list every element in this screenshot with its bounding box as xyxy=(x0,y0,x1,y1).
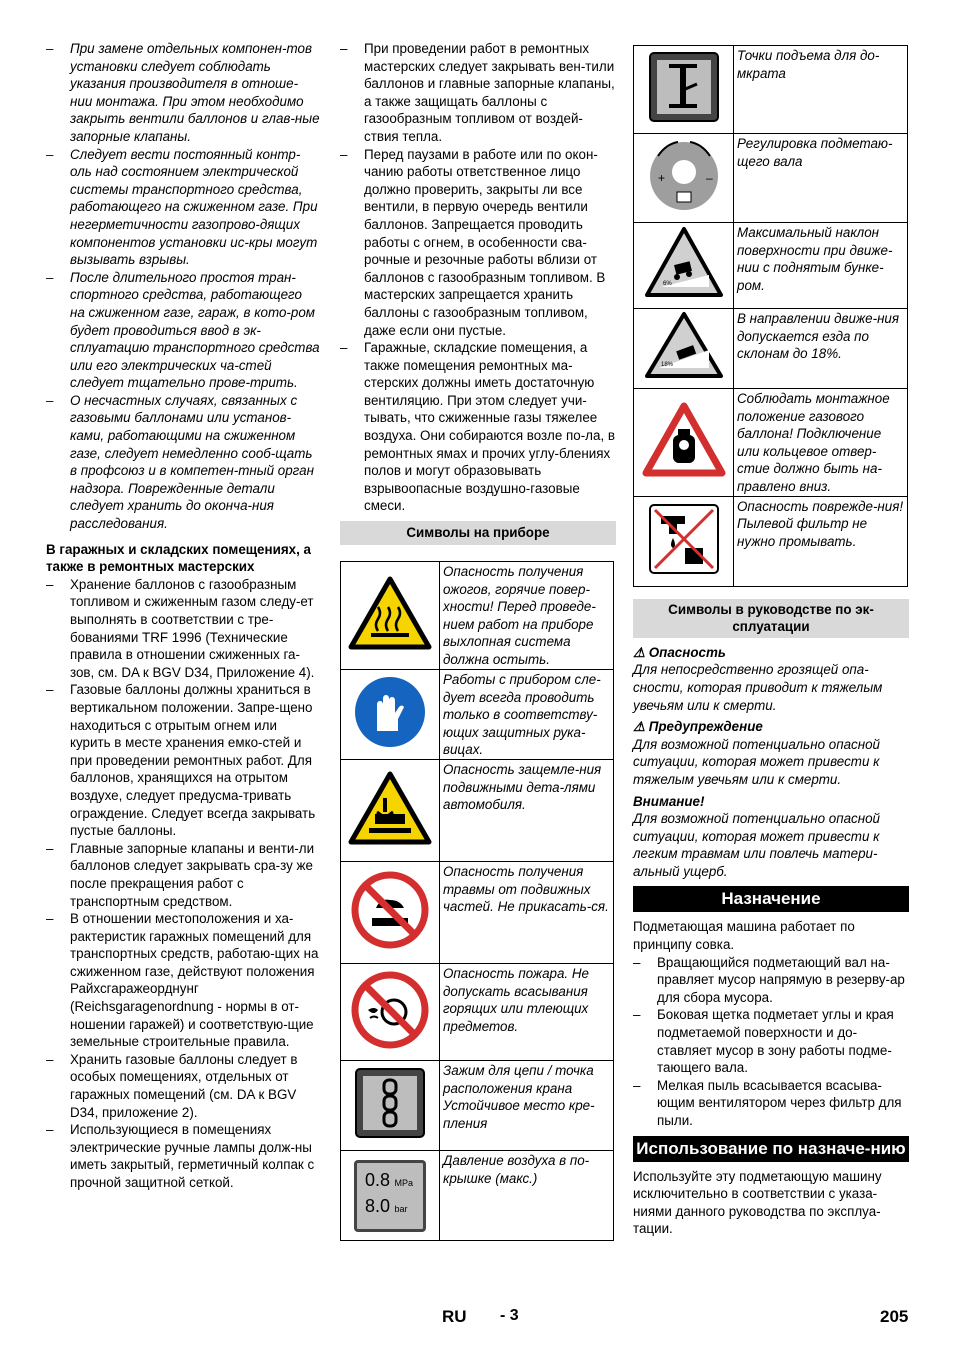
column-middle xyxy=(340,40,616,1241)
svg-text:–: – xyxy=(705,170,713,185)
device-symbols-table xyxy=(340,561,614,1241)
device-symbols-table-2 xyxy=(633,45,908,587)
symbol-row xyxy=(341,964,614,1061)
chain-clamp-icon xyxy=(353,1066,427,1140)
hot-surface-warning-icon xyxy=(347,573,433,653)
danger-text: Для непосредственно грозящей опа-сности, которая приводит к тяжелым увечьям или к смерти. xyxy=(633,662,883,713)
warning-icon: ⚠ xyxy=(633,719,646,735)
footer-page-number: 205 xyxy=(880,1307,909,1326)
symbol-row xyxy=(634,496,908,586)
manual-symbols-heading: Символы в руководстве по эк-сплуатации xyxy=(633,599,909,638)
list-item: – Хранение баллонов с газообразным топливом и сжиженным газом следу-ет выполнять в соответствии с тре-бованиями TRF 1996 (Технические правила в отношении сжиженных га-зов, см. DA к BGV D34, Приложение 4). xyxy=(46,576,320,682)
pressure-unit-mpa: MPa xyxy=(394,1177,413,1188)
symbol-description: Зажим для цепи / точка расположения крана Устойчивое место кре-пления xyxy=(440,1061,614,1151)
warning-label: Предупреждение xyxy=(648,719,763,735)
caution-block xyxy=(633,793,909,881)
slope-label-b: 18% xyxy=(660,362,673,368)
slope-18-percent-icon xyxy=(643,310,725,382)
symbol-description: Опасность защемле-ния подвижными дета-лями автомобиля. xyxy=(440,760,614,862)
list-item: – Перед паузами в работе или по окон-чанию работы ответственное лицо должно проверить, закрыты ли все вентили, в первую очередь вентили баллонов. Запрещается проводить работы с огнем, в особенности сва-рочные и резочные работы вблизи от баллонов с газообразным топливом. В мастерских запрещается хранить баллоны с газообразным топливом, даже если они пустые. xyxy=(340,146,616,340)
symbol-row xyxy=(341,760,614,862)
symbol-description-line1: Опасность поврежде-ния! Пылевой фильтр не нужно промывать. xyxy=(737,498,904,549)
list-item: – Следует вести постоянный контр-оль над состоянием электрической системы транспортного средства, работающего на сжиженном газе. При негерметичности газопрово-дящих компонентов установки ис-кры могут вызывать взрывы. xyxy=(46,146,320,269)
no-wash-filter-icon xyxy=(647,502,721,576)
symbol-row xyxy=(341,562,614,670)
pressure-value-bar: 8.0 xyxy=(365,1195,391,1216)
symbol-row xyxy=(634,223,908,309)
tire-pressure-icon xyxy=(354,1160,426,1232)
danger-warning-icon: ⚠ xyxy=(633,644,646,660)
symbol-row xyxy=(341,1061,614,1151)
symbol-row xyxy=(634,46,908,134)
list-item: – При проведении работ в ремонтных мастерских следует закрывать вен-тили баллонов и главные запорные клапаны, а также защищать баллоны с газообразным топливом от воздей-ствия тепла. xyxy=(340,40,616,146)
caution-label: Внимание! xyxy=(633,793,705,809)
list-item: – Газовые баллоны должны храниться в вертикальном положении. Запре-щено находиться с отрытым огнем или курить в месте хранения емко-стей и при проведении ремонтных работ. Для баллонов, хранящихся на отрытом воздухе, следует предусма-тривать ограждение. Следует всегда закрывать пустые баллоны. xyxy=(46,681,320,839)
symbol-description: Максимальный наклон поверхности при движе-нии с поднятым бунке-ром. xyxy=(734,223,908,309)
column-left xyxy=(46,40,320,1192)
list-item: – Использующиеся в помещениях электрические ручные лампы долж-ны иметь закрытый, герметичный колпак с прочной защитной сеткой. xyxy=(46,1121,320,1191)
max-slope-raised-hopper-icon xyxy=(643,225,725,301)
list-item: – Боковая щетка подметает углы и края подметаемой поверхности и до-ставляет мусор в зону работы подме-тающего вала. xyxy=(633,1006,909,1076)
list-item: – Главные запорные клапаны и венти-ли баллонов следует закрывать сра-зу же после прекращения работ с транспортным средством. xyxy=(46,840,320,910)
symbol-row xyxy=(634,309,908,389)
purpose-list xyxy=(633,954,909,1130)
gloves-mandatory-icon xyxy=(353,675,427,749)
list-item: – В отношении местоположения и ха-рактеристик гаражных помещений для транспортных средств, работаю-щих на сжиженном газе, действуют положения Райхсгаражеорднунг (Reichsgaragenordnung - нормы в от-ношении гаражей) и соответствую-щие земельные строительные правила. xyxy=(46,910,320,1051)
symbol-row xyxy=(634,389,908,497)
garage-rules-list xyxy=(46,576,320,1192)
symbol-row xyxy=(634,134,908,223)
caution-text: Для возможной потенциально опасной ситуации, которая может привести к легким травмам или повлечь матери-альный ущерб. xyxy=(633,811,880,879)
no-burning-objects-icon xyxy=(350,970,430,1050)
symbol-description: В направлении движе-ния допускается езда по склонам до 18%. xyxy=(734,309,908,389)
symbol-row xyxy=(341,1151,614,1241)
footer-language: RU xyxy=(442,1307,467,1326)
symbol-description: Опасность пожара. Не допускать всасывания горящих или тлеющих предметов. xyxy=(440,964,614,1061)
purpose-intro: Подметающая машина работает по принципу совка. xyxy=(633,919,855,953)
list-item: – После длительного простоя тран-спортного средства, работающего на сжиженном газе, гараж, в кото-ром будет проводиться ввод в эк-сплуатацию транспортного средства или его электрических ча-стей следует тщательно прове-трить. xyxy=(46,269,320,392)
symbol-description: Давление воздуха в по-крышке (макс.) xyxy=(440,1151,614,1241)
warning-block xyxy=(633,718,909,788)
gas-bottle-position-icon xyxy=(642,401,726,479)
jack-point-icon xyxy=(647,50,721,124)
list-item: – Мелкая пыль всасывается всасыва-ющим вентилятором через фильтр для пыли. xyxy=(633,1077,909,1130)
gas-safety-list xyxy=(46,40,320,533)
roller-adjust-icon xyxy=(644,136,724,216)
list-item: – При замене отдельных компонен-тов установки следует соблюдать указания производителя в отноше-нии монтажа. При этом необходимо закрыть вентили баллонов и глав-ные запорные клапаны. xyxy=(46,40,320,146)
list-item: – Гаражные, складские помещения, а также помещения ремонтных ма-стерских должны иметь достаточную вентиляцию. При этом следует учи-тывать, что сжиженные газы тяжелее воздуха. Они собираются возле по-ла, в ремонтных ямах и прочих углу-блениях полов и могут образовывать взрывоопасные воздушно-газовые смеси. xyxy=(340,339,616,515)
symbol-description: Опасность получения травмы от подвижных частей. Не прикасать-ся. xyxy=(440,862,614,964)
symbol-description: Регулировка подметаю-щего вала xyxy=(734,134,908,223)
list-item: – О несчастных случаях, связанных с газовыми баллонами или установ-ками, работающими на сжиженном газе, следует немедленно сооб-щать в профсоюз и в компетен-тный орган надзора. Поврежденные детали следует хранить до оконча-ния расследования. xyxy=(46,392,320,533)
pressure-unit-bar: bar xyxy=(394,1203,408,1214)
workshop-rules-list xyxy=(340,40,616,515)
symbol-description: Опасность получения ожогов, горячие повер-хности! Перед проведе-нием работ на приборе выхлопная система должна остыть. xyxy=(440,562,614,670)
symbol-description: Соблюдать монтажное положение газового баллона! Подключение или кольцевое отвер-стие должно быть на-правлено вниз. xyxy=(734,389,908,497)
purpose-heading: Назначение xyxy=(633,886,909,912)
symbol-description xyxy=(734,496,908,586)
garage-section-heading: В гаражных и складских помещениях, а также в ремонтных мастерских xyxy=(46,541,311,575)
pressure-value-mpa: 0.8 xyxy=(365,1169,391,1190)
slope-label-a: 6% xyxy=(662,281,672,287)
footer-local-page: - 3 xyxy=(500,1307,519,1324)
hand-crush-warning-icon xyxy=(347,768,433,848)
column-right xyxy=(633,45,909,1238)
list-item: – Вращающийся подметающий вал на-правляет мусор напрямую в резерву-ар для сбора мусора. xyxy=(633,954,909,1007)
intended-use-heading: Использование по назначе-нию xyxy=(633,1136,909,1162)
symbol-description: Работы с прибором сле-дует всегда проводить только в соответству-ющих защитных рука-вицах. xyxy=(440,670,614,760)
danger-block xyxy=(633,644,909,714)
intended-use-text: Используйте эту подметающую машину исключительно в соответствии с указа-ниями данного руководства по эксплуа-тации. xyxy=(633,1168,882,1237)
no-touch-moving-parts-icon xyxy=(350,870,430,950)
warning-text: Для возможной потенциально опасной ситуации, которая может привести к тяжелым увечьям или к смерти. xyxy=(633,736,880,787)
list-item: – Хранить газовые баллоны следует в особых помещениях, отдельных от гаражных помещений (см. DA к BGV D34, приложение 2). xyxy=(46,1051,320,1121)
svg-text:+: + xyxy=(657,170,665,185)
device-symbols-heading: Символы на приборе xyxy=(340,521,616,545)
symbol-row xyxy=(341,862,614,964)
symbol-description: Точки подъема для до-мкрата xyxy=(734,46,908,134)
danger-label: Опасность xyxy=(648,644,726,660)
symbol-row xyxy=(341,670,614,760)
